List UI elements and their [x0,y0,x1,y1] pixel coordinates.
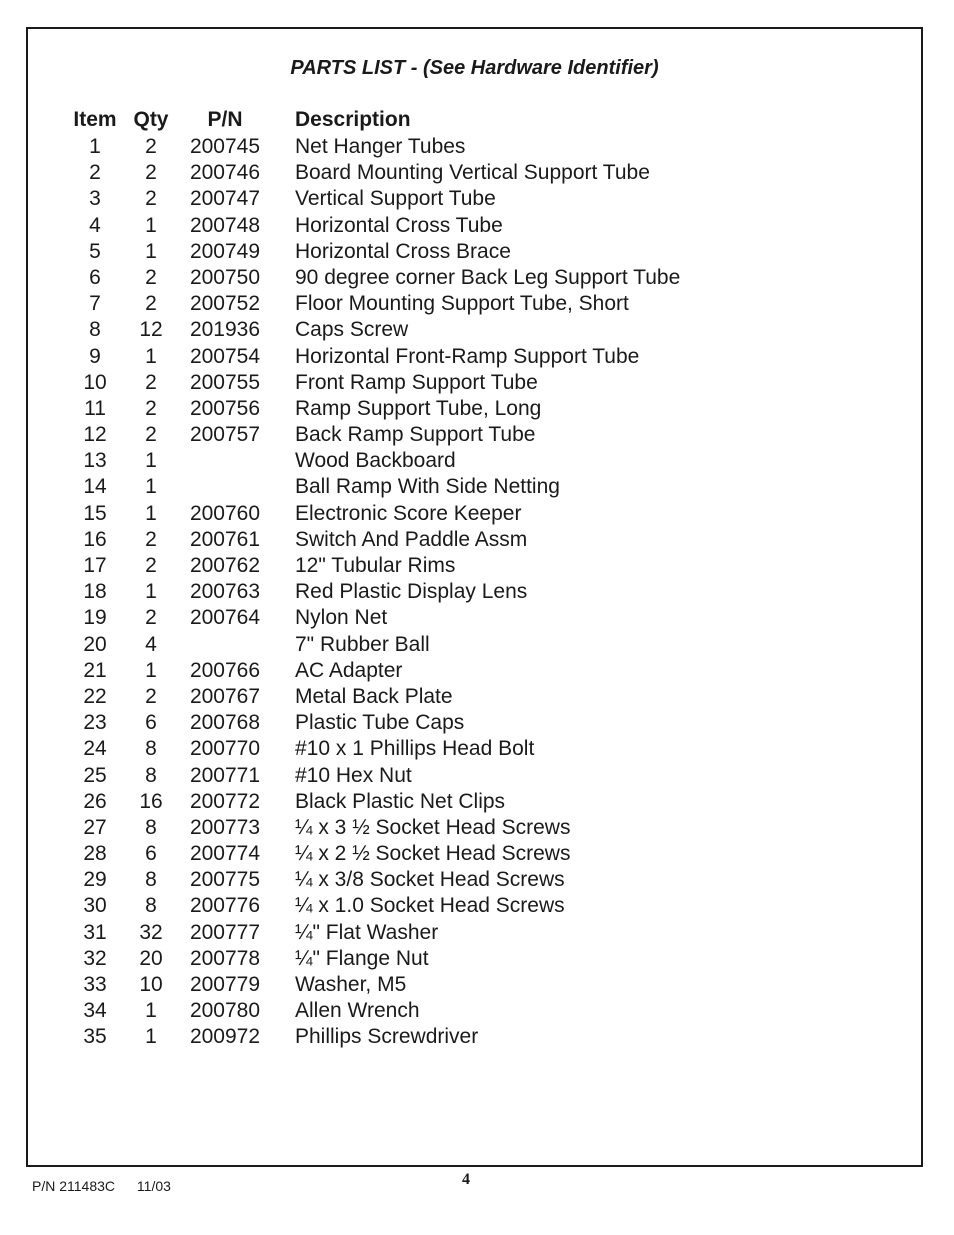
table-row [28,815,921,841]
table-row [28,396,921,422]
cell-item: 3 [89,187,101,211]
cell-item: 27 [83,815,107,839]
cell-qty: 1 [145,449,157,473]
cell-pn: 200749 [189,239,261,263]
cell-qty: 20 [139,946,163,970]
cell-description: ¼" Flange Nut [295,946,429,970]
cell-pn: 200773 [189,815,261,839]
cell-qty: 1 [145,501,157,525]
table-row [28,317,921,343]
cell-item: 23 [83,711,107,735]
cell-description: Horizontal Front-Ramp Support Tube [295,344,640,368]
table-row [28,684,921,710]
table-row [28,186,921,212]
parts-table [28,107,921,1051]
cell-pn: 200780 [189,999,261,1023]
table-row [28,501,921,527]
cell-qty: 2 [145,265,157,289]
table-row [28,265,921,291]
table-row [28,841,921,867]
cell-item: 18 [83,580,107,604]
cell-description: #10 Hex Nut [295,763,412,787]
cell-qty: 1 [145,1025,157,1049]
cell-description: Switch And Paddle Assm [295,527,528,551]
table-header [28,107,921,134]
cell-item: 24 [83,737,107,761]
cell-description: Front Ramp Support Tube [295,370,538,394]
table-row [28,763,921,789]
cell-pn: 200771 [189,763,261,787]
cell-pn: 200748 [189,213,261,237]
cell-item: 9 [89,344,101,368]
cell-pn: 200779 [189,973,261,996]
cell-description: Ramp Support Tube, Long [295,396,542,420]
cell-pn: 200755 [189,370,261,394]
cell-description: Phillips Screwdriver [295,1025,479,1049]
cell-description: Back Ramp Support Tube [295,423,536,447]
cell-pn: 200752 [189,292,261,316]
cell-pn: 200760 [189,501,261,525]
cell-pn: 200972 [189,1025,261,1049]
cell-qty: 2 [145,606,157,630]
cell-qty: 2 [145,684,157,708]
page-number: 4 [462,1171,470,1188]
cell-qty: 8 [145,894,157,918]
cell-qty: 1 [145,475,157,499]
cell-pn: 200764 [189,606,261,630]
cell-item: 35 [83,1025,107,1049]
table-row [28,893,921,919]
table-row [28,291,921,317]
cell-qty: 2 [145,292,157,316]
column-header-item: Item [73,108,117,131]
cell-item: 29 [83,868,107,892]
table-row [28,946,921,972]
table-row [28,527,921,553]
cell-item: 16 [83,527,107,551]
cell-qty: 6 [145,711,157,735]
column-header-pn: P/N [207,108,243,131]
cell-pn: 200762 [189,554,261,577]
cell-pn: 200778 [189,946,261,970]
table-row [28,710,921,736]
cell-pn: 200767 [189,684,261,708]
cell-item: 11 [84,396,106,420]
table-row [28,422,921,448]
cell-qty: 2 [145,135,157,158]
table-row [28,370,921,396]
cell-qty: 12 [139,318,163,342]
cell-item: 26 [83,789,107,813]
table-row [28,658,921,684]
cell-pn: 200772 [189,789,261,813]
table-row [28,632,921,658]
cell-pn: 200761 [189,527,261,551]
cell-item: 10 [83,370,107,394]
page-title: PARTS LIST - (See Hardware Identifier) [290,57,659,79]
cell-description: Board Mounting Vertical Support Tube [295,161,650,185]
cell-item: 2 [89,161,101,185]
table-row [28,160,921,186]
cell-description: Floor Mounting Support Tube, Short [295,292,629,316]
table-row [28,972,921,998]
cell-description: ¼ x 3 ½ Socket Head Screws [295,815,571,839]
cell-description: Horizontal Cross Brace [295,239,511,263]
cell-description: Red Plastic Display Lens [295,580,528,604]
cell-qty: 10 [139,973,163,996]
cell-qty: 2 [145,554,157,577]
cell-pn: 200746 [189,161,261,185]
cell-item: 21 [83,658,107,682]
cell-item: 19 [83,606,107,630]
cell-pn: 200768 [189,711,261,735]
cell-item: 32 [83,946,107,970]
cell-qty: 2 [145,423,157,447]
cell-qty: 1 [145,999,157,1023]
cell-item: 5 [89,239,101,263]
cell-qty: 1 [145,580,157,604]
footer-info [32,1178,171,1194]
cell-description: Caps Screw [295,318,409,342]
cell-item: 31 [83,920,107,944]
cell-qty: 2 [145,396,157,420]
cell-item: 30 [83,894,107,918]
cell-item: 13 [83,449,107,473]
footer-part-number: P/N 211483C [32,1178,116,1194]
cell-item: 12 [83,423,107,447]
cell-item: 1 [89,135,101,158]
cell-description: Ball Ramp With Side Netting [295,475,560,499]
cell-item: 8 [89,318,101,342]
cell-item: 34 [83,999,107,1023]
cell-pn: 200775 [189,868,261,892]
table-row [28,605,921,631]
column-header-qty: Qty [133,108,169,131]
cell-qty: 1 [145,239,157,263]
cell-item: 20 [83,632,107,656]
cell-pn: 201936 [189,318,261,342]
table-row [28,344,921,370]
cell-qty: 2 [145,370,157,394]
cell-description: Washer, M5 [295,973,407,996]
cell-description: #10 x 1 Phillips Head Bolt [295,737,535,761]
cell-item: 14 [83,475,107,499]
cell-description: ¼ x 3/8 Socket Head Screws [295,868,565,892]
cell-description: Net Hanger Tubes [295,135,466,158]
cell-qty: 32 [139,920,163,944]
table-row [28,998,921,1024]
cell-description: Allen Wrench [295,999,420,1023]
cell-description: Nylon Net [295,606,388,630]
cell-qty: 1 [145,658,157,682]
cell-item: 6 [89,265,101,289]
cell-description: Plastic Tube Caps [295,711,465,735]
cell-pn: 200763 [189,580,261,604]
table-row [28,920,921,946]
cell-description: Vertical Support Tube [295,187,496,211]
cell-item: 4 [89,213,101,237]
cell-description: 12" Tubular Rims [295,554,456,577]
cell-description: Wood Backboard [295,449,456,473]
cell-item: 15 [83,501,107,525]
cell-pn: 200745 [189,135,261,158]
cell-description: Metal Back Plate [295,684,453,708]
cell-pn: 200747 [189,187,261,211]
cell-item: 33 [83,973,107,996]
cell-description: 7" Rubber Ball [295,632,430,656]
cell-description: Black Plastic Net Clips [295,789,506,813]
cell-pn: 200776 [189,894,261,918]
table-row [28,1024,921,1050]
cell-description: 90 degree corner Back Leg Support Tube [295,265,681,289]
cell-description: Horizontal Cross Tube [295,213,503,237]
table-row [28,867,921,893]
table-row [28,239,921,265]
table-row [28,736,921,762]
table-row [28,789,921,815]
cell-pn: 200754 [189,344,261,368]
cell-qty: 1 [145,213,157,237]
table-row [28,134,921,160]
cell-qty: 8 [145,737,157,761]
cell-item: 22 [83,684,107,708]
cell-qty: 16 [139,789,163,813]
cell-qty: 2 [145,187,157,211]
cell-qty: 1 [145,344,157,368]
cell-pn: 200766 [189,658,261,682]
table-row [28,474,921,500]
cell-qty: 8 [145,815,157,839]
cell-description: Electronic Score Keeper [295,501,522,525]
parts-list-frame [26,27,923,1167]
cell-pn: 200757 [189,423,261,447]
cell-pn: 200750 [189,265,261,289]
table-row [28,579,921,605]
cell-item: 7 [89,292,101,316]
table-row [28,553,921,579]
cell-pn: 200777 [189,920,261,944]
table-row [28,448,921,474]
cell-description: AC Adapter [295,658,403,682]
cell-description: ¼ x 1.0 Socket Head Screws [295,894,565,918]
cell-qty: 2 [145,527,157,551]
cell-qty: 2 [145,161,157,185]
cell-description: ¼ x 2 ½ Socket Head Screws [295,842,571,866]
cell-qty: 4 [145,632,157,656]
cell-item: 25 [83,763,107,787]
cell-qty: 8 [145,868,157,892]
cell-pn: 200756 [189,396,261,420]
cell-item: 28 [83,842,107,866]
cell-pn: 200770 [189,737,261,761]
cell-item: 17 [83,554,107,577]
cell-description: ¼" Flat Washer [295,920,439,944]
footer-date: 11/03 [136,1178,171,1194]
column-header-description: Description [295,108,411,131]
table-row [28,213,921,239]
cell-qty: 6 [145,842,157,866]
cell-qty: 8 [145,763,157,787]
cell-pn: 200774 [189,842,261,866]
